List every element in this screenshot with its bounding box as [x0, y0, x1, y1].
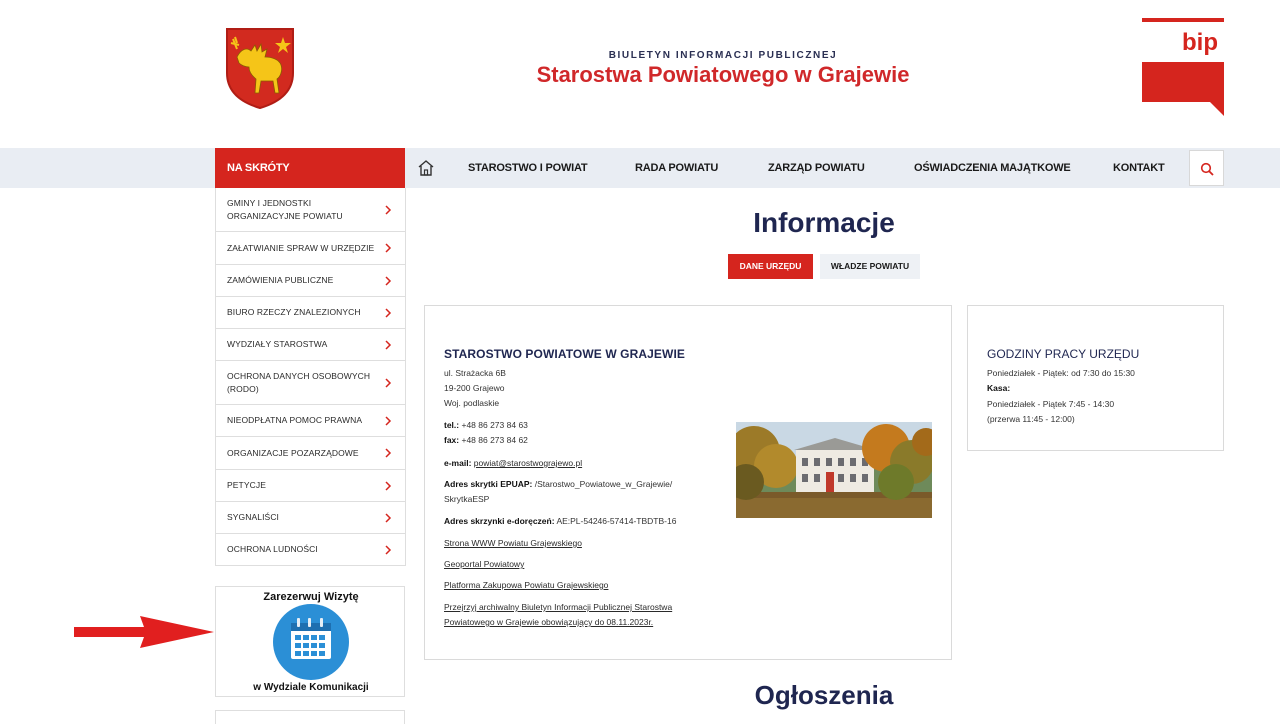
calendar-icon: [272, 603, 350, 681]
chevron-right-icon: [383, 205, 393, 215]
sidebar-item-label: ZAMÓWIENIA PUBLICZNE: [227, 275, 334, 285]
sidebar-item-label: WYDZIAŁY STAROSTWA: [227, 339, 328, 349]
sidebar-item-label: SYGNALIŚCI: [227, 512, 280, 522]
link-archive-line2[interactable]: Powiatowego w Grajewie obowiązujący do 08.11.2023r.: [444, 617, 654, 627]
office-fax: [444, 435, 528, 445]
search-button[interactable]: [1189, 150, 1224, 186]
sidebar-item-pomoc-prawna[interactable]: [215, 405, 406, 437]
sidebar-item-zamowienia[interactable]: [215, 265, 406, 297]
chevron-right-icon: [383, 513, 393, 523]
nav-zarzad[interactable]: ZARZĄD POWIATU: [768, 162, 865, 174]
sidebar-item-label: ZAŁATWIANIE SPRAW W URZĘDZIE: [227, 242, 375, 253]
hours-cash-label: Kasa:: [987, 383, 1011, 393]
bulletin-label: BIULETYN INFORMACJI PUBLICZNEJ: [608, 50, 838, 61]
sidebar-next-banner: [215, 710, 405, 724]
nav-oswiadczenia[interactable]: OŚWIADCZENIA MAJĄTKOWE: [914, 162, 1071, 174]
epuap-label: Adres skrytki EPUAP:: [444, 479, 533, 489]
tab-wladze-powiatu[interactable]: WŁADZE POWIATU: [820, 254, 920, 279]
sidebar-item-biuro[interactable]: [215, 297, 406, 329]
edor-label: Adres skrzynki e-doręczeń:: [444, 516, 555, 526]
tab-dane-urzedu[interactable]: DANE URZĘDU: [728, 254, 813, 279]
phone-label: tel.:: [444, 420, 460, 430]
link-archive-line1[interactable]: Przejrzyj archiwalny Biuletyn Informacji Publicznej Starostwa: [444, 602, 673, 612]
phone-value[interactable]: +48 86 273 84 63: [459, 420, 528, 430]
office-info-card: [424, 305, 952, 660]
chevron-right-icon: [383, 340, 393, 350]
sidebar-item-label: BIURO RZECZY ZNALEZIONYCH: [227, 307, 361, 317]
sidebar-item-label: ORGANIZACJE POZARZĄDOWE: [227, 447, 359, 458]
office-building-photo: [736, 422, 932, 518]
sidebar-item-label: PETYCJE: [227, 480, 266, 490]
sidebar-item-label: OCHRONA LUDNOŚCI: [227, 544, 318, 554]
announcements-heading: Ogłoszenia: [754, 680, 894, 710]
arrow-right-icon: [74, 614, 214, 650]
sidebar-item-label: NIEODPŁATNA POMOC PRAWNA: [227, 415, 363, 425]
reserve-banner-subtitle: w Wydziale Komunikacji: [253, 682, 369, 693]
office-city: 19-200 Grajewo: [444, 383, 505, 393]
sidebar-item-petycje[interactable]: [215, 470, 406, 502]
bip-logo[interactable]: [1142, 18, 1224, 118]
email-link[interactable]: powiat@starostwograjewo.pl: [473, 458, 583, 468]
office-street: ul. Strażacka 6B: [444, 368, 506, 378]
home-icon[interactable]: [417, 159, 435, 177]
sidebar-item-zalatwianie[interactable]: [215, 232, 406, 265]
nav-kontakt[interactable]: KONTAKT: [1113, 162, 1165, 174]
sidebar-item-rodo[interactable]: [215, 361, 406, 405]
hours-cash-line: Poniedziałek - Piątek 7:45 - 14:30: [987, 399, 1115, 409]
office-email: [444, 458, 582, 468]
chevron-right-icon: [383, 276, 393, 286]
sidebar-item-ochrona-ludnosci[interactable]: [215, 534, 406, 566]
hours-line: Poniedziałek - Piątek: od 7:30 do 15:30: [987, 368, 1135, 378]
bip-logo-text: bip: [1182, 29, 1218, 56]
link-geoportal[interactable]: Geoportal Powiatowy: [444, 559, 525, 569]
nav-rada[interactable]: RADA POWIATU: [635, 162, 719, 174]
section-heading: Informacje: [753, 207, 895, 238]
chevron-right-icon: [383, 308, 393, 318]
search-icon: [1200, 162, 1214, 176]
hours-title: GODZINY PRACY URZĘDU: [987, 347, 1140, 361]
sidebar-item-gminy[interactable]: [215, 188, 406, 232]
link-www-powiatu[interactable]: Strona WWW Powiatu Grajewskiego: [444, 538, 582, 548]
office-phone: [444, 420, 528, 430]
nav-starostwo[interactable]: STAROSTWO I POWIAT: [468, 162, 588, 174]
chevron-right-icon: [383, 545, 393, 555]
sidebar-item-label: OCHRONA DANYCH OSOBOWYCH (RODO): [227, 370, 371, 394]
office-epuap-cont: SkrytkaESP: [444, 494, 490, 504]
office-edoreczenia: [444, 516, 676, 526]
chevron-right-icon: [383, 481, 393, 491]
sidebar-item-organizacje[interactable]: [215, 437, 406, 470]
link-platforma-zakupowa[interactable]: Platforma Zakupowa Powiatu Grajewskiego: [444, 580, 609, 590]
chevron-right-icon: [383, 416, 393, 426]
epuap-value: /Starostwo_Powiatowe_w_Grajewie/: [532, 479, 673, 489]
chevron-right-icon: [383, 243, 393, 253]
site-header: [0, 0, 1280, 148]
sidebar-item-label: GMINY I JEDNOSTKI ORGANIZACYJNE POWIATU: [227, 197, 343, 221]
office-name: STAROSTWO POWIATOWE W GRAJEWIE: [444, 347, 685, 361]
coat-of-arms-logo[interactable]: [225, 27, 295, 109]
email-label: e-mail:: [444, 458, 472, 468]
sidebar-menu: [215, 188, 406, 566]
sidebar-item-wydzialy[interactable]: [215, 329, 406, 361]
fax-label: fax:: [444, 435, 460, 445]
chevron-right-icon: [383, 378, 393, 388]
edor-value: AE:PL-54246-57414-TBDTB-16: [554, 516, 677, 526]
office-epuap: [444, 479, 672, 489]
office-region: Woj. podlaskie: [444, 398, 500, 408]
hours-break-line: (przerwa 11:45 - 12:00): [987, 414, 1075, 424]
office-hours-card: [967, 305, 1224, 451]
sidebar-item-sygnalisci[interactable]: [215, 502, 406, 534]
chevron-right-icon: [383, 448, 393, 458]
fax-value: +48 86 273 84 62: [459, 435, 528, 445]
page-title[interactable]: Starostwa Powiatowego w Grajewie: [536, 62, 910, 87]
shortcuts-header: NA SKRÓTY: [215, 148, 405, 188]
reserve-banner-title: Zarezerwuj Wizytę: [263, 591, 359, 603]
reserve-visit-banner[interactable]: [215, 586, 405, 697]
